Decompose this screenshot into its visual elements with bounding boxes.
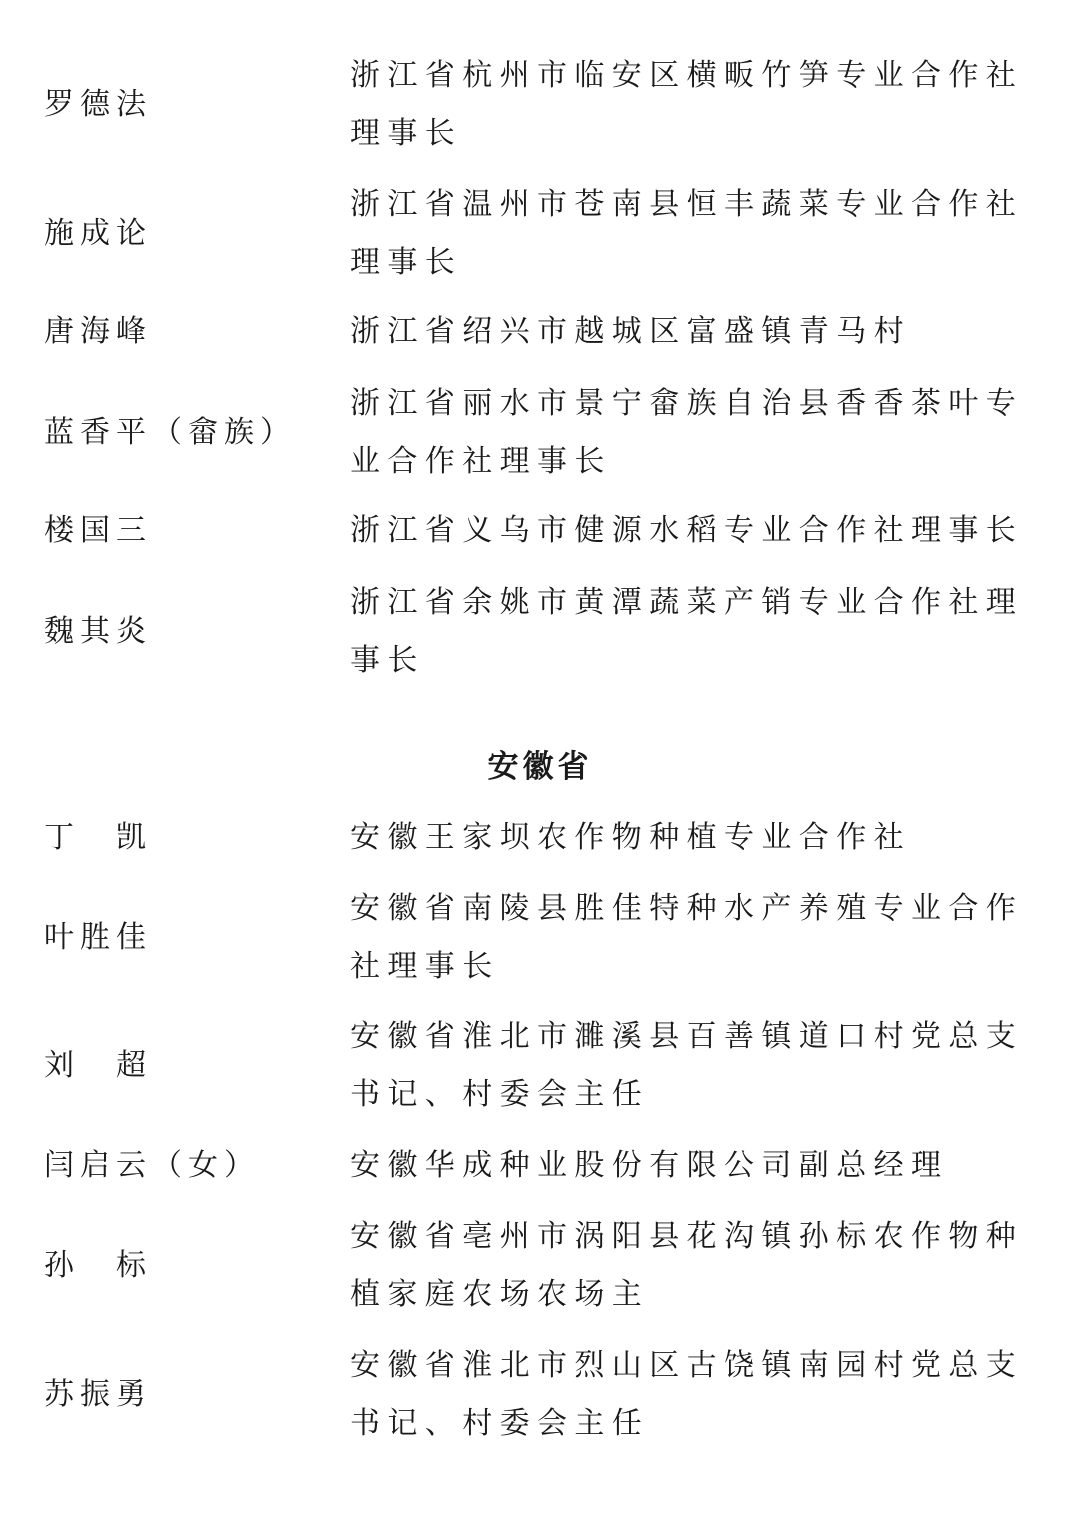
person-name: 叶胜佳	[44, 920, 152, 955]
person-name: 苏振勇	[44, 1377, 152, 1412]
person-name: 唐海峰	[44, 314, 152, 349]
person-title: 安徽王家坝农作物种植专业合作社	[350, 820, 911, 855]
person-name: 蓝香平（畲族）	[44, 415, 296, 450]
person-title: 浙江省杭州市临安区横畈竹笋专业合作社理事长	[350, 58, 1024, 151]
person-name: 孙标	[44, 1248, 188, 1283]
person-title: 浙江省义乌市健源水稻专业合作社理事长	[350, 513, 1024, 548]
person-title: 安徽省南陵县胜佳特种水产养殖专业合作社理事长	[350, 891, 1024, 984]
person-name: 魏其炎	[44, 614, 152, 649]
person-title: 浙江省余姚市黄潭蔬菜产销专业合作社理事长	[350, 585, 1024, 678]
section-heading: 安徽省	[487, 749, 593, 785]
person-name: 楼国三	[44, 513, 152, 548]
person-title: 安徽华成种业股份有限公司副总经理	[350, 1148, 949, 1183]
person-title: 浙江省温州市苍南县恒丰蔬菜专业合作社理事长	[350, 187, 1024, 280]
person-title: 安徽省亳州市涡阳县花沟镇孙标农作物种植家庭农场农场主	[350, 1219, 1024, 1312]
person-title: 浙江省丽水市景宁畲族自治县香香茶叶专业合作社理事长	[350, 386, 1024, 479]
person-name: 施成论	[44, 216, 152, 251]
person-title: 安徽省淮北市烈山区古饶镇南园村党总支书记、村委会主任	[350, 1348, 1024, 1441]
person-name: 刘超	[44, 1048, 188, 1083]
person-name: 罗德法	[44, 87, 152, 122]
person-title: 安徽省淮北市濉溪县百善镇道口村党总支书记、村委会主任	[350, 1019, 1024, 1112]
person-name: 闫启云（女）	[44, 1148, 260, 1183]
person-name: 丁凯	[44, 820, 188, 855]
person-title: 浙江省绍兴市越城区富盛镇青马村	[350, 314, 911, 349]
